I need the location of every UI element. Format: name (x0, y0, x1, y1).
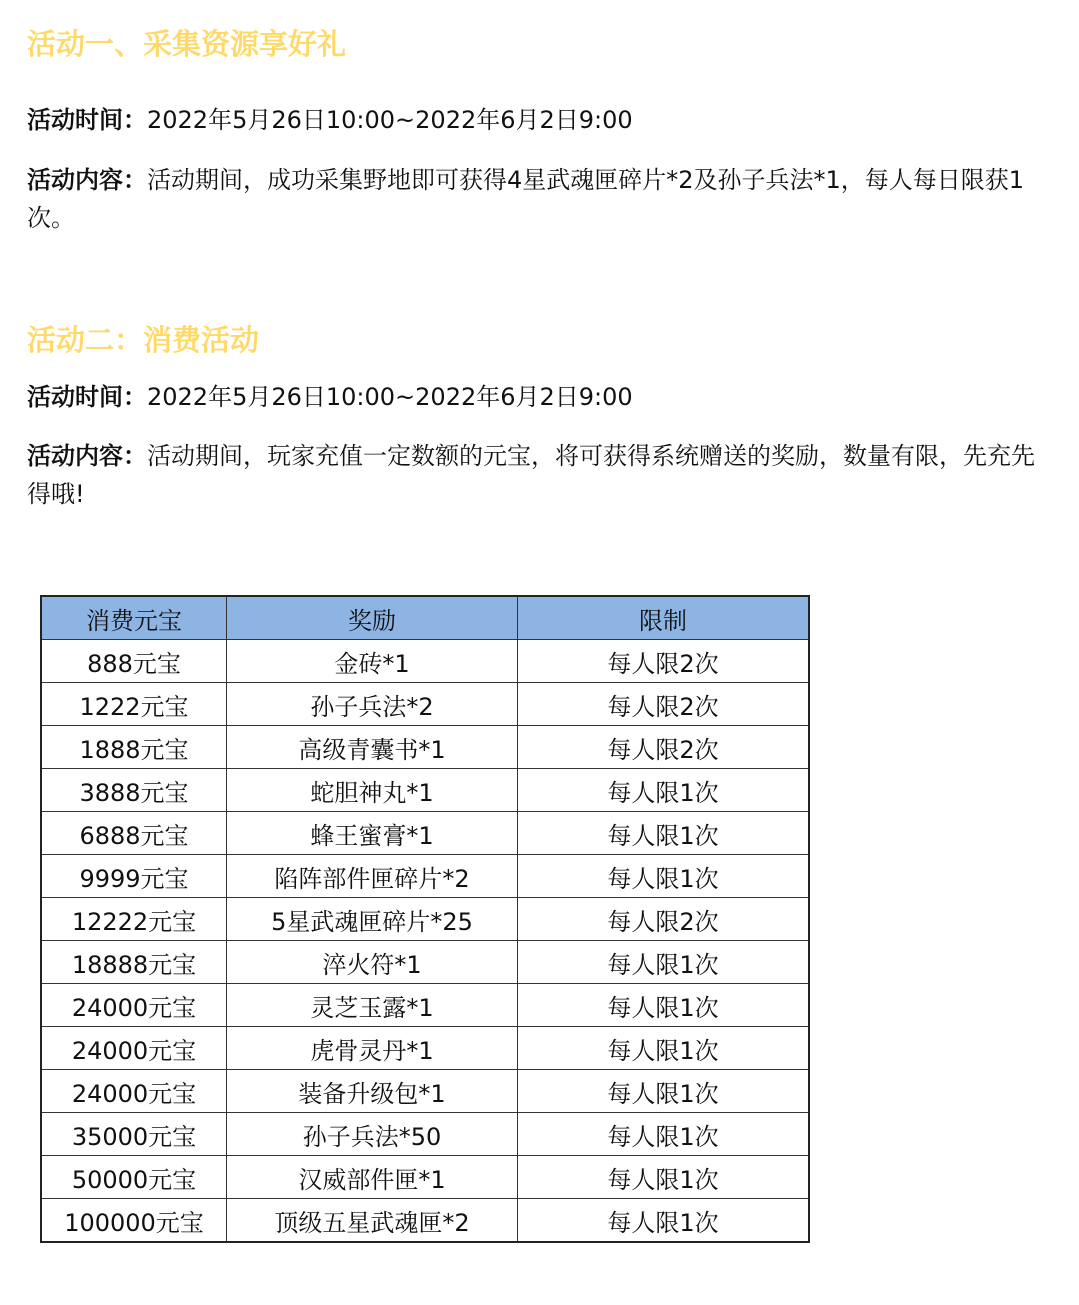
content-value: 活动期间，玩家充值一定数额的元宝，将可获得系统赠送的奖励，数量有限，先充先得哦! (27, 442, 1035, 508)
activity2-time (27, 378, 1055, 416)
cost-cell: 24000元宝 (41, 984, 227, 1027)
reward-cell: 高级青囊书*1 (227, 726, 518, 769)
reward-cell: 蜂王蜜膏*1 (227, 812, 518, 855)
reward-cell: 孙子兵法*50 (227, 1113, 518, 1156)
header-limit: 限制 (518, 596, 810, 640)
cost-cell: 9999元宝 (41, 855, 227, 898)
reward-cell: 孙子兵法*2 (227, 683, 518, 726)
activity2-content (27, 437, 1055, 513)
limit-cell: 每人限1次 (518, 812, 810, 855)
activity1-content (27, 161, 1055, 237)
limit-cell: 每人限1次 (518, 1156, 810, 1199)
reward-table (40, 595, 810, 1243)
activity1-time (27, 101, 1055, 139)
activity1-title: 活动一、采集资源享好礼 (27, 27, 347, 61)
content-label: 活动内容： (27, 442, 147, 470)
header-cost: 消费元宝 (41, 596, 227, 640)
table-header (41, 596, 809, 640)
table-row (41, 941, 809, 984)
content-value: 活动期间，成功采集野地即可获得4星武魂匣碎片*2及孙子兵法*1，每人每日限获1次。 (27, 166, 1025, 232)
limit-cell: 每人限1次 (518, 1027, 810, 1070)
cost-cell: 3888元宝 (41, 769, 227, 812)
limit-cell: 每人限1次 (518, 855, 810, 898)
limit-cell: 每人限1次 (518, 1070, 810, 1113)
table-row (41, 812, 809, 855)
header-reward: 奖励 (227, 596, 518, 640)
cost-cell: 18888元宝 (41, 941, 227, 984)
reward-cell: 顶级五星武魂匣*2 (227, 1199, 518, 1243)
reward-cell: 5星武魂匣碎片*25 (227, 898, 518, 941)
activity2-title: 活动二：消费活动 (27, 323, 260, 357)
time-label: 活动时间： (27, 106, 147, 134)
reward-cell: 淬火符*1 (227, 941, 518, 984)
limit-cell: 每人限1次 (518, 984, 810, 1027)
cost-cell: 6888元宝 (41, 812, 227, 855)
table-row (41, 898, 809, 941)
limit-cell: 每人限1次 (518, 769, 810, 812)
table-row (41, 683, 809, 726)
table-row (41, 1156, 809, 1199)
cost-cell: 1888元宝 (41, 726, 227, 769)
table-row (41, 1027, 809, 1070)
time-value: 2022年5月26日10:00~2022年6月2日9:00 (147, 383, 633, 411)
cost-cell: 12222元宝 (41, 898, 227, 941)
reward-cell: 金砖*1 (227, 640, 518, 683)
table-row (41, 1070, 809, 1113)
reward-cell: 虎骨灵丹*1 (227, 1027, 518, 1070)
table-row (41, 1113, 809, 1156)
limit-cell: 每人限1次 (518, 1113, 810, 1156)
table-row (41, 1199, 809, 1243)
limit-cell: 每人限2次 (518, 898, 810, 941)
cost-cell: 24000元宝 (41, 1070, 227, 1113)
content-label: 活动内容： (27, 166, 147, 194)
reward-cell: 蛇胆神丸*1 (227, 769, 518, 812)
limit-cell: 每人限1次 (518, 1199, 810, 1243)
limit-cell: 每人限2次 (518, 640, 810, 683)
limit-cell: 每人限2次 (518, 726, 810, 769)
limit-cell: 每人限1次 (518, 941, 810, 984)
cost-cell: 50000元宝 (41, 1156, 227, 1199)
limit-cell: 每人限2次 (518, 683, 810, 726)
cost-cell: 888元宝 (41, 640, 227, 683)
cost-cell: 24000元宝 (41, 1027, 227, 1070)
cost-cell: 35000元宝 (41, 1113, 227, 1156)
table-row (41, 640, 809, 683)
table-row (41, 984, 809, 1027)
cost-cell: 100000元宝 (41, 1199, 227, 1243)
cost-cell: 1222元宝 (41, 683, 227, 726)
reward-cell: 陷阵部件匣碎片*2 (227, 855, 518, 898)
table-row (41, 855, 809, 898)
table-row (41, 726, 809, 769)
reward-cell: 装备升级包*1 (227, 1070, 518, 1113)
time-value: 2022年5月26日10:00~2022年6月2日9:00 (147, 106, 633, 134)
reward-cell: 汉威部件匣*1 (227, 1156, 518, 1199)
table-row (41, 769, 809, 812)
time-label: 活动时间： (27, 383, 147, 411)
reward-cell: 灵芝玉露*1 (227, 984, 518, 1027)
